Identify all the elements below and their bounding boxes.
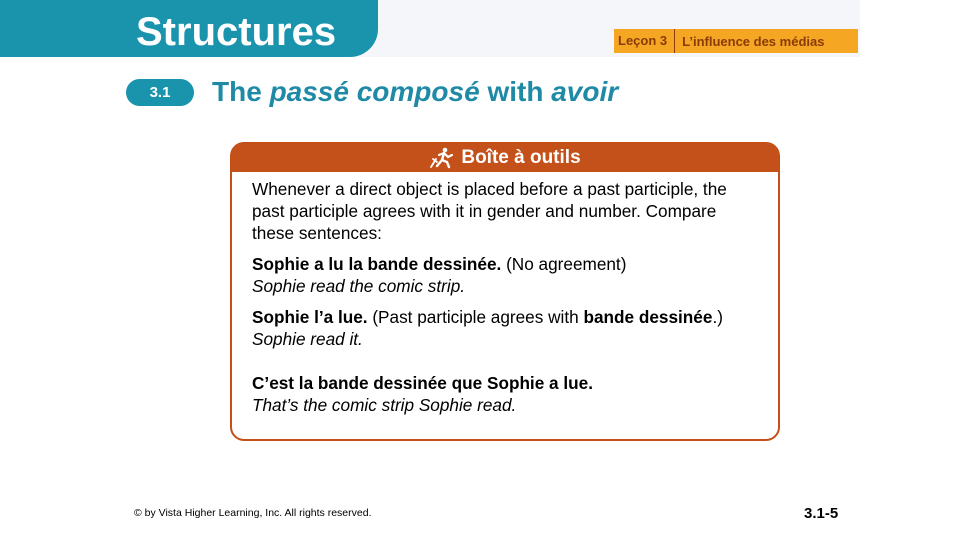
page-number: 3.1-5 <box>804 505 839 522</box>
section-title-part: with <box>479 76 552 107</box>
example-1-french: Sophie a lu la bande dessinée. <box>252 254 502 274</box>
toolbox-body <box>232 172 778 416</box>
example-2-french: Sophie l’a lue. <box>252 307 368 327</box>
section-number-badge: 3.1 <box>126 79 194 106</box>
toolbox-figure-icon <box>429 147 455 169</box>
page-title: Structures <box>136 10 337 54</box>
example-3 <box>252 372 760 416</box>
copyright-text: © by Vista Higher Learning, Inc. All rights reserved. <box>134 507 372 519</box>
example-2 <box>252 306 760 350</box>
example-2-english: Sophie read it. <box>252 329 363 349</box>
example-2-note-end: .) <box>712 307 723 327</box>
toolbox-panel <box>230 142 780 441</box>
section-title-part: The <box>212 76 270 107</box>
section-title-emphasis: avoir <box>551 76 619 107</box>
lesson-bar <box>614 29 858 53</box>
example-2-note-bold: bande dessinée <box>583 307 713 327</box>
lesson-number: Leçon 3 <box>614 29 675 53</box>
section-title <box>212 74 618 110</box>
intro-text: Whenever a direct object is placed before a past participle, the past participle agrees with it in gender and number. Compare these sentences: <box>252 179 727 243</box>
example-1-english: Sophie read the comic strip. <box>252 276 466 296</box>
section-title-emphasis: passé composé <box>269 76 480 107</box>
lesson-name: L’influence des médias <box>682 33 825 49</box>
example-1 <box>252 253 760 297</box>
example-1-note: (No agreement) <box>501 254 627 274</box>
example-2-note: (Past participle agrees with <box>367 307 584 327</box>
toolbox-title: Boîte à outils <box>461 147 581 168</box>
example-3-french: C’est la bande dessinée que Sophie a lue. <box>252 373 593 393</box>
example-3-english: That’s the comic strip Sophie read. <box>252 395 517 415</box>
toolbox-header <box>232 144 778 172</box>
